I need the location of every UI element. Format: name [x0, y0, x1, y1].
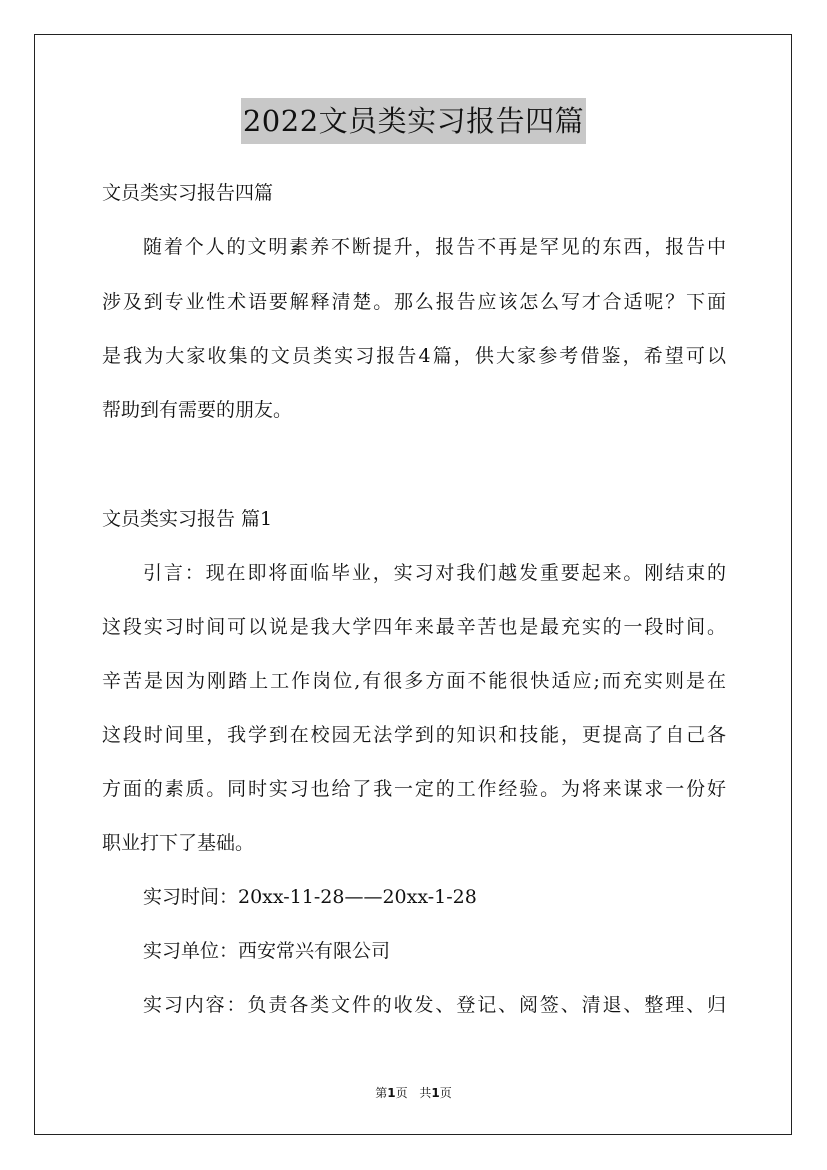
- section1-line-6: 职业打下了基础。: [102, 832, 255, 854]
- page-footer: [0, 1084, 827, 1101]
- intro-line-4: 帮助到有需要的朋友。: [102, 399, 293, 421]
- internship-time: 实习时间：20xx-11-28——20xx-1-28: [143, 886, 477, 908]
- internship-unit: 实习单位：西安常兴有限公司: [143, 940, 391, 962]
- document-title: 2022文员类实习报告四篇: [241, 98, 586, 144]
- section1-line-3: 辛苦是因为刚踏上工作岗位,有很多方面不能很快适应;而充实则是在: [102, 670, 726, 692]
- section1-line-2: 这段实习时间可以说是我大学四年来最辛苦也是最充实的一段时间。: [102, 616, 726, 638]
- internship-content: 实习内容：负责各类文件的收发、登记、阅签、清退、整理、归: [143, 994, 726, 1016]
- page-total: 共1页: [419, 1086, 452, 1100]
- title-container: [0, 98, 827, 144]
- section1-heading: 文员类实习报告 篇1: [102, 508, 273, 530]
- subtitle: 文员类实习报告四篇: [102, 182, 274, 204]
- intro-line-1: 随着个人的文明素养不断提升，报告不再是罕见的东西，报告中: [143, 236, 726, 258]
- page-number: 第1页: [375, 1086, 408, 1100]
- section1-line-5: 方面的素质。同时实习也给了我一定的工作经验。为将来谋求一份好: [102, 778, 726, 800]
- section1-line-4: 这段时间里，我学到在校园无法学到的知识和技能，更提高了自己各: [102, 724, 726, 746]
- section1-line-1: 引言：现在即将面临毕业，实习对我们越发重要起来。刚结束的: [143, 562, 726, 584]
- intro-line-2: 涉及到专业性术语要解释清楚。那么报告应该怎么写才合适呢？下面: [102, 291, 726, 313]
- intro-line-3: 是我为大家收集的文员类实习报告4篇，供大家参考借鉴，希望可以: [102, 345, 726, 367]
